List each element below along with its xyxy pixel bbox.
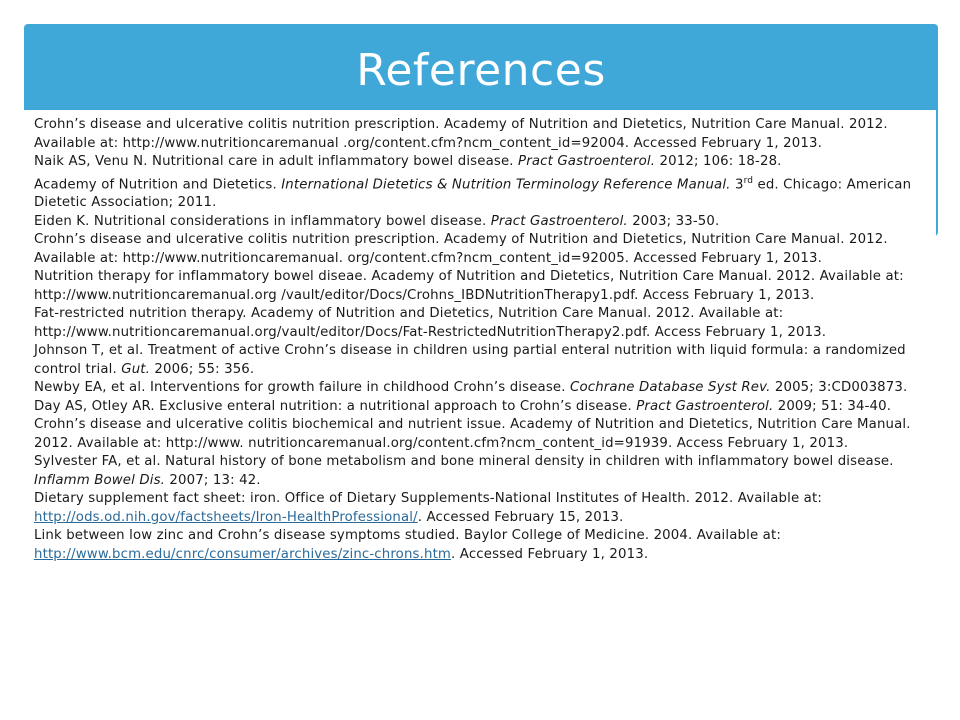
reference-item: Naik AS, Venu N. Nutritional care in adult inflammatory bowel disease. Pract Gastroenterol. 2012; 106: 18-28.: [34, 154, 782, 169]
reference-item: Academy of Nutrition and Dietetics. International Dietetics & Nutrition Terminology Reference Manual. 3rd ed. Chicago: American Dietetic Association; 2011.: [34, 175, 912, 211]
reference-item: Fat-restricted nutrition therapy. Academy of Nutrition and Dietetics, Nutrition Care Manual. 2012. Available at: http://www.nutritioncaremanual.org/vault/editor/Docs/Fat-RestrictedNutritionTherapy2.pdf. Access February 1, 2013.: [34, 306, 827, 340]
zinc-crohns-link[interactable]: http://www.bcm.edu/cnrc/consumer/archives/zinc-chrons.htm: [34, 546, 452, 562]
reference-item: Johnson T, et al. Treatment of active Crohn’s disease in children using partial enteral nutrition with liquid formula: a randomized control trial. Gut. 2006; 55: 356.: [34, 343, 906, 377]
reference-item: Link between low zinc and Crohn’s disease symptoms studied. Baylor College of Medicine. 2004. Available at: http://www.bcm.edu/cnrc/consumer/archives/zinc-chrons.htm. Accessed February 1, 2013.: [34, 528, 781, 562]
reference-item: Newby EA, et al. Interventions for growth failure in childhood Crohn’s disease. Cochrane Database Syst Rev. 2005; 3:CD003873.: [34, 380, 908, 396]
reference-list: [34, 116, 936, 564]
reference-item: Day AS, Otley AR. Exclusive enteral nutrition: a nutritional approach to Crohn’s disease. Pract Gastroenterol. 2009; 51: 34-40.: [34, 398, 892, 414]
page-title: References: [356, 45, 606, 96]
iron-fact-sheet-link[interactable]: http://ods.od.nih.gov/factsheets/Iron-HealthProfessional/: [34, 509, 418, 525]
reference-item: Sylvester FA, et al. Natural history of bone metabolism and bone mineral density in children with inflammatory bowel disease. Inflamm Bowel Dis. 2007; 13: 42.: [34, 454, 894, 488]
reference-item: Eiden K. Nutritional considerations in inflammatory bowel disease. Pract Gastroenterol. 2003; 33-50.: [34, 213, 720, 229]
reference-item: Crohn’s disease and ulcerative colitis nutrition prescription. Academy of Nutrition and Dietetics, Nutrition Care Manual. 2012. Available at: http://www.nutritioncaremanual. org/content.cfm?ncm_content_id=92005. Accessed February 1, 2013.: [34, 232, 888, 266]
reference-item: Crohn’s disease and ulcerative colitis biochemical and nutrient issue. Academy of Nutrition and Dietetics, Nutrition Care Manual. 2012. Available at: http://www. nutritioncaremanual.org/content.cfm?ncm_content_id=91939. Access February 1, 2013.: [34, 417, 911, 451]
reference-item: Crohn’s disease and ulcerative colitis nutrition prescription. Academy of Nutrition and Dietetics, Nutrition Care Manual. 2012. Available at: http://www.nutritioncaremanual .org/content.cfm?ncm_content_id=92004. Accessed February 1, 2013.: [34, 117, 888, 151]
reference-item: Nutrition therapy for inflammatory bowel diseae. Academy of Nutrition and Dietetics, Nutrition Care Manual. 2012. Available at: http://www.nutritioncaremanual.org /vault/editor/Docs/Crohns_IBDNutritionTherapy1.pdf. Access February 1, 2013.: [34, 269, 904, 303]
reference-item: Dietary supplement fact sheet: iron. Office of Dietary Supplements-National Institutes of Health. 2012. Available at: http://ods.od.nih.gov/factsheets/Iron-HealthProfessional/. Accessed February 15, 2013.: [34, 491, 822, 525]
